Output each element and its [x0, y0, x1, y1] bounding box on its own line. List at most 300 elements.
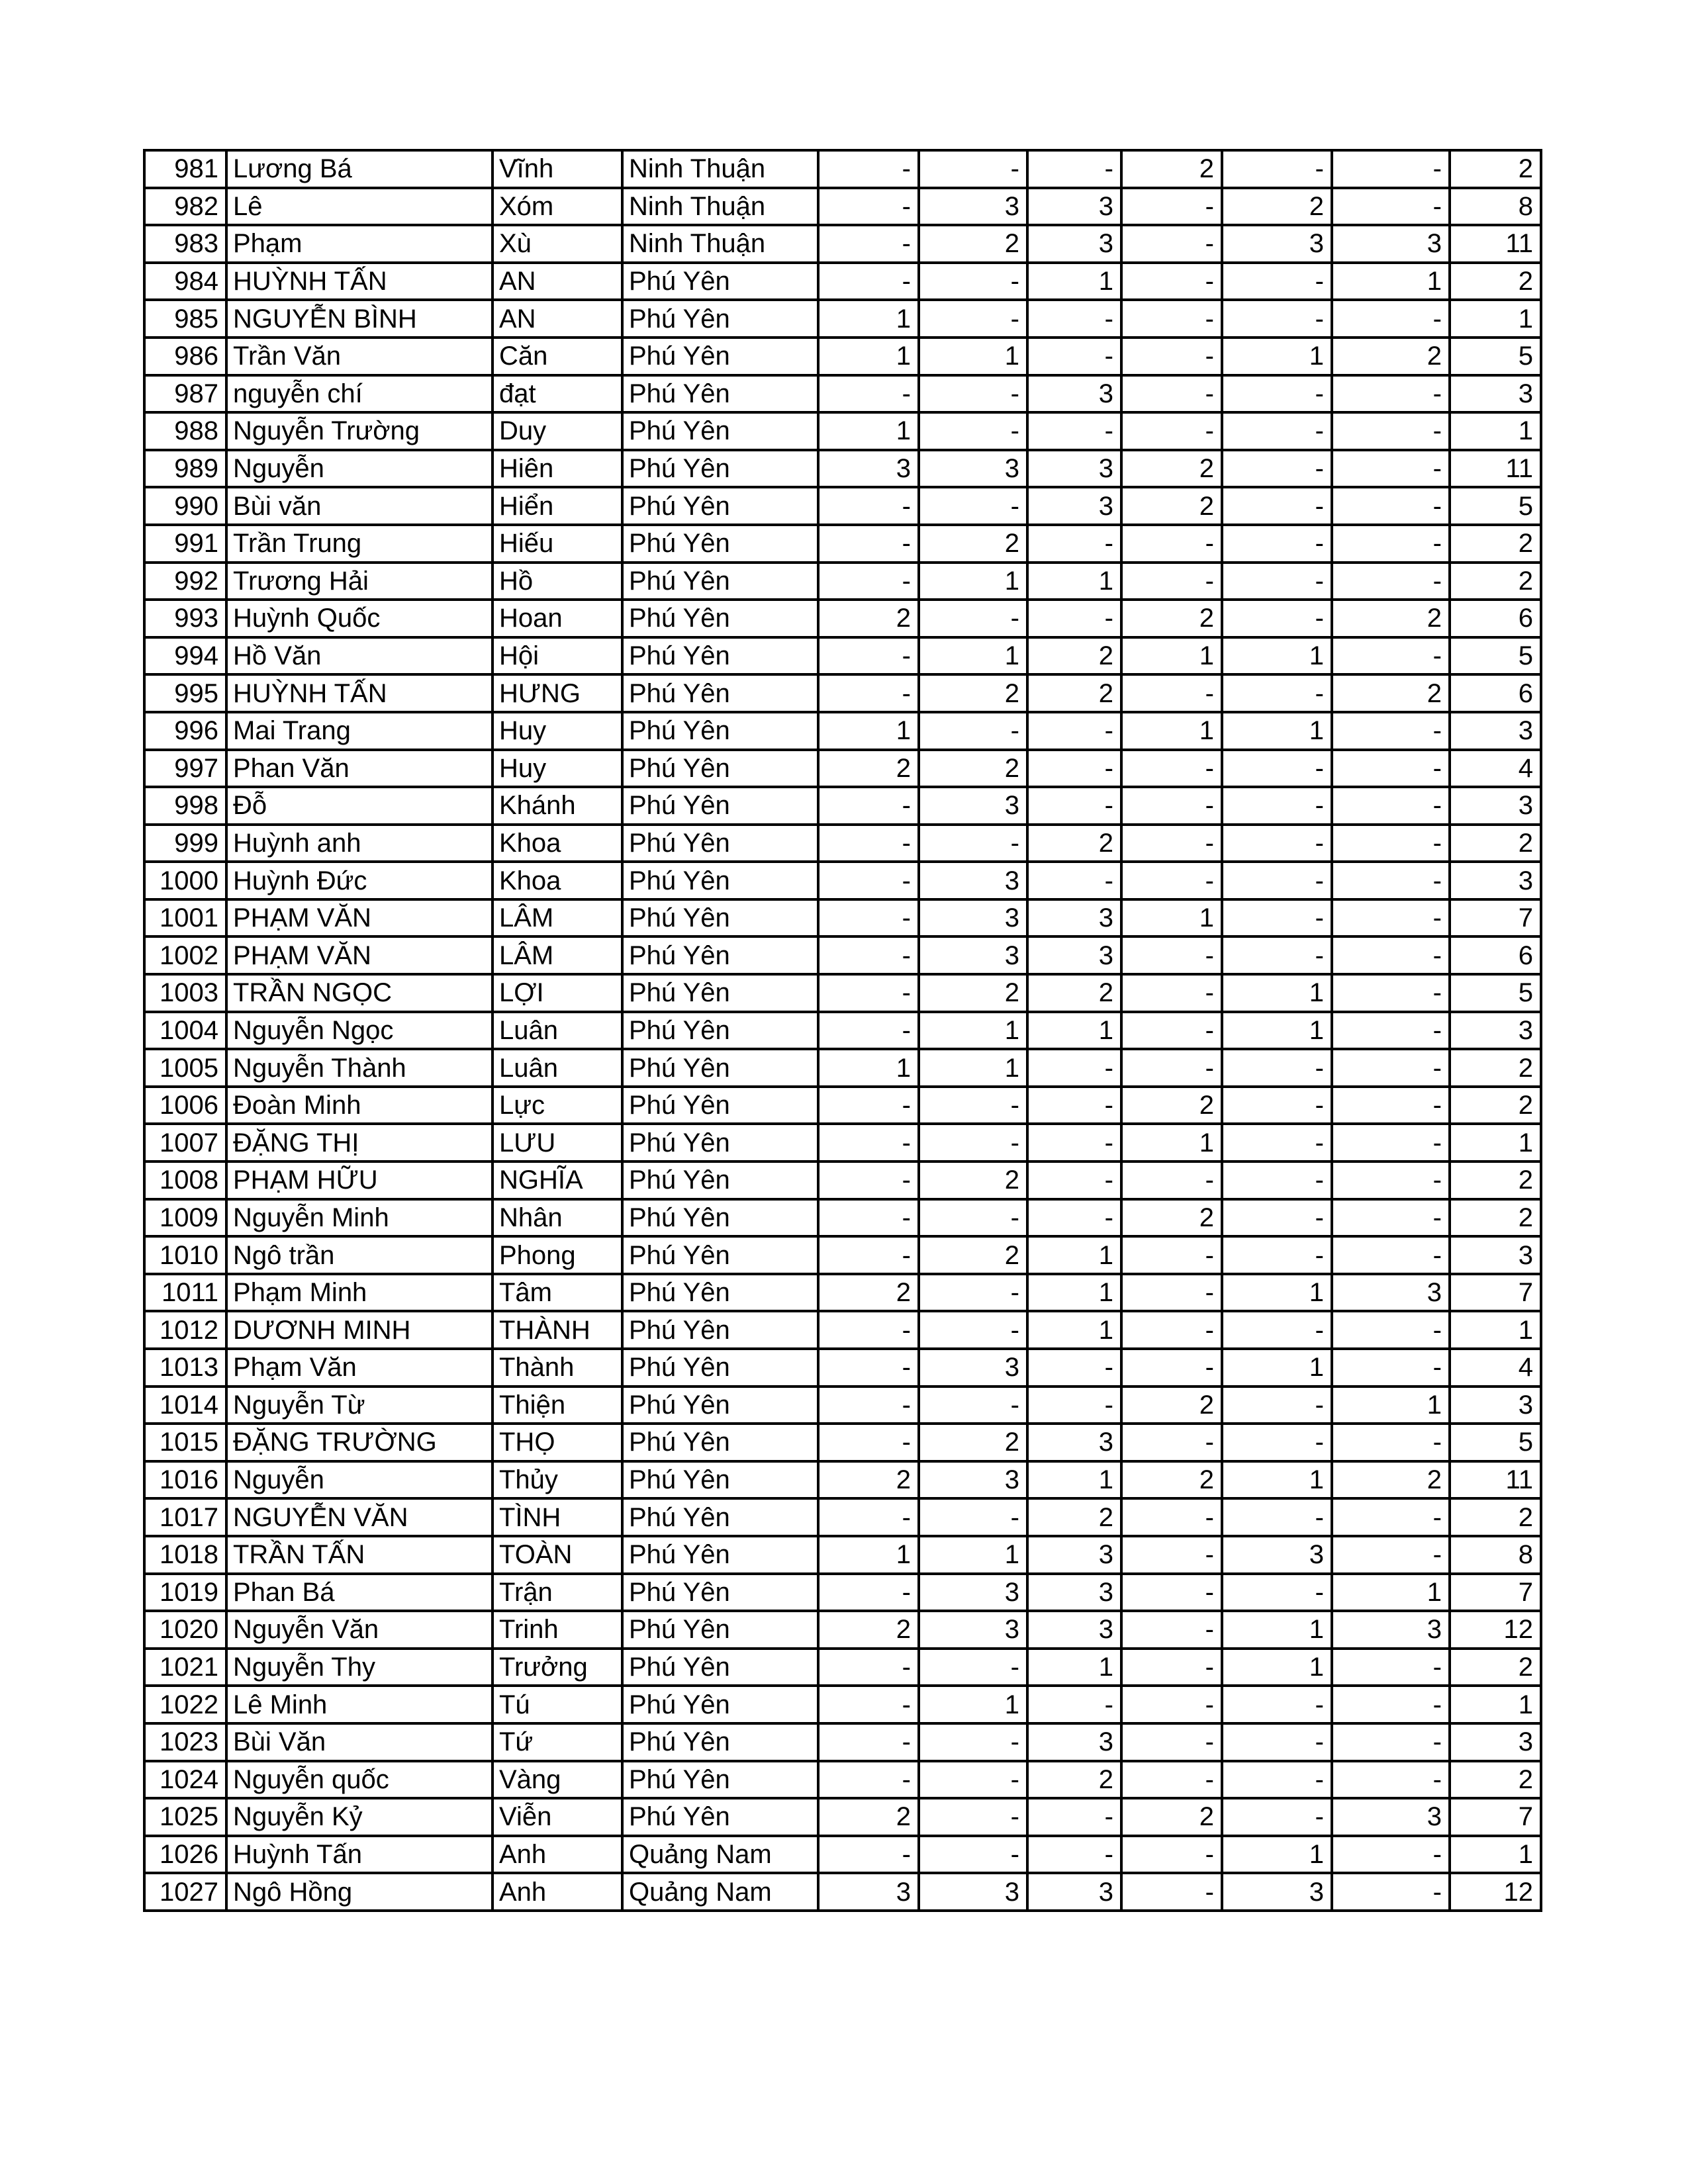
score-2-cell: 3: [919, 188, 1027, 226]
score-2-cell: 1: [919, 338, 1027, 375]
table-row: [144, 1873, 1541, 1911]
score-1-cell: -: [818, 225, 919, 263]
score-3-cell: 3: [1027, 936, 1121, 974]
score-4-cell: 2: [1121, 487, 1222, 525]
province-cell: Quảng Nam: [622, 1873, 818, 1911]
score-3-cell: 2: [1027, 674, 1121, 712]
score-4-cell: -: [1121, 1049, 1222, 1087]
total-cell: 5: [1450, 1424, 1541, 1461]
table-row: [144, 1574, 1541, 1612]
score-2-cell: -: [919, 375, 1027, 413]
score-6-cell: -: [1332, 1686, 1450, 1723]
total-cell: 2: [1450, 1199, 1541, 1237]
score-2-cell: 1: [919, 563, 1027, 600]
score-5-cell: -: [1222, 300, 1332, 338]
score-4-cell: -: [1121, 412, 1222, 450]
score-4-cell: -: [1121, 1424, 1222, 1461]
score-6-cell: -: [1332, 1012, 1450, 1050]
surname-cell: Nguyễn Từ: [226, 1387, 492, 1424]
row-number-cell: 994: [144, 637, 226, 675]
score-6-cell: -: [1332, 375, 1450, 413]
table-row: [144, 1536, 1541, 1574]
total-cell: 7: [1450, 899, 1541, 937]
score-4-cell: 2: [1121, 150, 1222, 188]
province-cell: Phú Yên: [622, 1649, 818, 1686]
row-number-cell: 1002: [144, 936, 226, 974]
row-number-cell: 983: [144, 225, 226, 263]
total-cell: 7: [1450, 1798, 1541, 1836]
score-2-cell: -: [919, 1087, 1027, 1124]
score-5-cell: -: [1222, 1498, 1332, 1536]
row-number-cell: 1026: [144, 1836, 226, 1874]
score-5-cell: -: [1222, 150, 1332, 188]
score-4-cell: -: [1121, 225, 1222, 263]
score-1-cell: -: [818, 1836, 919, 1874]
table-row: [144, 1424, 1541, 1461]
row-number-cell: 988: [144, 412, 226, 450]
score-5-cell: -: [1222, 674, 1332, 712]
row-number-cell: 1027: [144, 1873, 226, 1911]
table-row: [144, 712, 1541, 750]
row-number-cell: 1012: [144, 1311, 226, 1349]
score-2-cell: -: [919, 1798, 1027, 1836]
score-4-cell: -: [1121, 1311, 1222, 1349]
score-5-cell: 1: [1222, 1836, 1332, 1874]
score-4-cell: -: [1121, 750, 1222, 788]
row-number-cell: 1008: [144, 1161, 226, 1199]
score-5-cell: -: [1222, 375, 1332, 413]
total-cell: 6: [1450, 674, 1541, 712]
score-2-cell: 2: [919, 1424, 1027, 1461]
row-number-cell: 987: [144, 375, 226, 413]
score-2-cell: -: [919, 263, 1027, 300]
row-number-cell: 1019: [144, 1574, 226, 1612]
given-name-cell: Vàng: [492, 1761, 622, 1799]
surname-cell: ĐẶNG TRƯỜNG: [226, 1424, 492, 1461]
surname-cell: DƯƠNH MINH: [226, 1311, 492, 1349]
score-6-cell: -: [1332, 563, 1450, 600]
total-cell: 3: [1450, 375, 1541, 413]
score-2-cell: 3: [919, 1611, 1027, 1649]
province-cell: Phú Yên: [622, 862, 818, 899]
province-cell: Phú Yên: [622, 1087, 818, 1124]
given-name-cell: AN: [492, 300, 622, 338]
score-3-cell: 1: [1027, 1649, 1121, 1686]
row-number-cell: 984: [144, 263, 226, 300]
score-2-cell: -: [919, 1124, 1027, 1161]
score-5-cell: 1: [1222, 338, 1332, 375]
surname-cell: PHẠM VĂN: [226, 936, 492, 974]
score-4-cell: 1: [1121, 1124, 1222, 1161]
score-3-cell: 1: [1027, 1236, 1121, 1274]
total-cell: 5: [1450, 487, 1541, 525]
surname-cell: Huỳnh Quốc: [226, 600, 492, 637]
given-name-cell: Thủy: [492, 1461, 622, 1499]
score-6-cell: -: [1332, 1761, 1450, 1799]
score-2-cell: -: [919, 1311, 1027, 1349]
table-row: [144, 1311, 1541, 1349]
score-5-cell: -: [1222, 563, 1332, 600]
row-number-cell: 985: [144, 300, 226, 338]
province-cell: Phú Yên: [622, 450, 818, 488]
score-4-cell: 1: [1121, 637, 1222, 675]
given-name-cell: Duy: [492, 412, 622, 450]
province-cell: Phú Yên: [622, 1461, 818, 1499]
given-name-cell: Luân: [492, 1012, 622, 1050]
given-name-cell: Hồ: [492, 563, 622, 600]
row-number-cell: 1013: [144, 1349, 226, 1387]
score-1-cell: -: [818, 1649, 919, 1686]
score-3-cell: 2: [1027, 1498, 1121, 1536]
row-number-cell: 995: [144, 674, 226, 712]
score-4-cell: 2: [1121, 1087, 1222, 1124]
given-name-cell: Xóm: [492, 188, 622, 226]
score-1-cell: -: [818, 1199, 919, 1237]
surname-cell: Huỳnh anh: [226, 825, 492, 862]
score-1-cell: -: [818, 674, 919, 712]
score-5-cell: -: [1222, 1574, 1332, 1612]
score-1-cell: -: [818, 1236, 919, 1274]
total-cell: 5: [1450, 637, 1541, 675]
given-name-cell: Hội: [492, 637, 622, 675]
score-2-cell: 3: [919, 1873, 1027, 1911]
total-cell: 2: [1450, 150, 1541, 188]
score-5-cell: 3: [1222, 1536, 1332, 1574]
score-1-cell: -: [818, 263, 919, 300]
total-cell: 2: [1450, 1049, 1541, 1087]
score-1-cell: -: [818, 787, 919, 825]
row-number-cell: 981: [144, 150, 226, 188]
score-5-cell: -: [1222, 525, 1332, 563]
score-6-cell: -: [1332, 188, 1450, 226]
score-1-cell: 2: [818, 600, 919, 637]
row-number-cell: 992: [144, 563, 226, 600]
surname-cell: Nguyễn Ngọc: [226, 1012, 492, 1050]
score-5-cell: -: [1222, 1087, 1332, 1124]
surname-cell: TRẦN TẤN: [226, 1536, 492, 1574]
row-number-cell: 982: [144, 188, 226, 226]
score-1-cell: -: [818, 862, 919, 899]
given-name-cell: Vĩnh: [492, 150, 622, 188]
score-6-cell: -: [1332, 712, 1450, 750]
total-cell: 2: [1450, 263, 1541, 300]
score-3-cell: -: [1027, 525, 1121, 563]
province-cell: Ninh Thuận: [622, 225, 818, 263]
surname-cell: Phạm Minh: [226, 1274, 492, 1312]
table-row: [144, 300, 1541, 338]
score-2-cell: 2: [919, 1161, 1027, 1199]
surname-cell: Hồ Văn: [226, 637, 492, 675]
row-number-cell: 991: [144, 525, 226, 563]
score-4-cell: 2: [1121, 1387, 1222, 1424]
table-row: [144, 263, 1541, 300]
score-1-cell: 3: [818, 450, 919, 488]
table-row: [144, 375, 1541, 413]
total-cell: 1: [1450, 1124, 1541, 1161]
score-6-cell: -: [1332, 1873, 1450, 1911]
score-3-cell: 2: [1027, 825, 1121, 862]
table-row: [144, 1236, 1541, 1274]
total-cell: 3: [1450, 1387, 1541, 1424]
score-2-cell: -: [919, 600, 1027, 637]
score-6-cell: -: [1332, 1311, 1450, 1349]
row-number-cell: 1011: [144, 1274, 226, 1312]
province-cell: Quảng Nam: [622, 1836, 818, 1874]
given-name-cell: TOÀN: [492, 1536, 622, 1574]
province-cell: Phú Yên: [622, 936, 818, 974]
total-cell: 1: [1450, 300, 1541, 338]
given-name-cell: Tứ: [492, 1723, 622, 1761]
province-cell: Phú Yên: [622, 899, 818, 937]
row-number-cell: 1005: [144, 1049, 226, 1087]
score-2-cell: 2: [919, 525, 1027, 563]
score-5-cell: -: [1222, 1199, 1332, 1237]
given-name-cell: Tâm: [492, 1274, 622, 1312]
score-5-cell: -: [1222, 862, 1332, 899]
score-4-cell: -: [1121, 1723, 1222, 1761]
province-cell: Phú Yên: [622, 487, 818, 525]
score-6-cell: -: [1332, 1124, 1450, 1161]
province-cell: Phú Yên: [622, 1349, 818, 1387]
table-row: [144, 1798, 1541, 1836]
surname-cell: Huỳnh Đức: [226, 862, 492, 899]
table-row: [144, 1498, 1541, 1536]
row-number-cell: 999: [144, 825, 226, 862]
total-cell: 11: [1450, 1461, 1541, 1499]
score-5-cell: -: [1222, 1387, 1332, 1424]
province-cell: Phú Yên: [622, 674, 818, 712]
row-number-cell: 997: [144, 750, 226, 788]
score-4-cell: -: [1121, 674, 1222, 712]
score-1-cell: -: [818, 1574, 919, 1612]
province-cell: Phú Yên: [622, 825, 818, 862]
table-row: [144, 412, 1541, 450]
score-2-cell: -: [919, 1274, 1027, 1312]
score-6-cell: -: [1332, 412, 1450, 450]
surname-cell: Đoàn Minh: [226, 1087, 492, 1124]
table-row: [144, 1049, 1541, 1087]
province-cell: Phú Yên: [622, 1723, 818, 1761]
row-number-cell: 1021: [144, 1649, 226, 1686]
score-2-cell: -: [919, 1649, 1027, 1686]
given-name-cell: LỢI: [492, 974, 622, 1012]
score-5-cell: -: [1222, 750, 1332, 788]
score-6-cell: 2: [1332, 338, 1450, 375]
province-cell: Phú Yên: [622, 600, 818, 637]
score-6-cell: -: [1332, 862, 1450, 899]
score-1-cell: 3: [818, 1873, 919, 1911]
score-4-cell: -: [1121, 1536, 1222, 1574]
score-3-cell: 1: [1027, 1274, 1121, 1312]
score-6-cell: -: [1332, 637, 1450, 675]
score-6-cell: 1: [1332, 1574, 1450, 1612]
score-3-cell: -: [1027, 600, 1121, 637]
table-row: [144, 936, 1541, 974]
score-6-cell: -: [1332, 1498, 1450, 1536]
score-1-cell: 1: [818, 1049, 919, 1087]
score-5-cell: -: [1222, 899, 1332, 937]
score-5-cell: -: [1222, 1236, 1332, 1274]
score-6-cell: -: [1332, 1349, 1450, 1387]
surname-cell: Nguyễn Kỷ: [226, 1798, 492, 1836]
score-1-cell: 1: [818, 300, 919, 338]
table-row: [144, 1611, 1541, 1649]
score-3-cell: 1: [1027, 1311, 1121, 1349]
score-4-cell: -: [1121, 1574, 1222, 1612]
score-5-cell: -: [1222, 787, 1332, 825]
row-number-cell: 989: [144, 450, 226, 488]
given-name-cell: TÌNH: [492, 1498, 622, 1536]
score-1-cell: -: [818, 188, 919, 226]
score-3-cell: 1: [1027, 263, 1121, 300]
table-row: [144, 1649, 1541, 1686]
score-2-cell: -: [919, 712, 1027, 750]
table-row: [144, 1012, 1541, 1050]
score-5-cell: -: [1222, 487, 1332, 525]
surname-cell: Trần Văn: [226, 338, 492, 375]
score-6-cell: -: [1332, 1087, 1450, 1124]
score-3-cell: -: [1027, 1836, 1121, 1874]
total-cell: 5: [1450, 974, 1541, 1012]
score-4-cell: -: [1121, 1236, 1222, 1274]
score-6-cell: 3: [1332, 1798, 1450, 1836]
score-6-cell: -: [1332, 787, 1450, 825]
score-5-cell: 2: [1222, 188, 1332, 226]
score-1-cell: 2: [818, 1611, 919, 1649]
score-6-cell: -: [1332, 1049, 1450, 1087]
score-3-cell: 1: [1027, 1461, 1121, 1499]
row-number-cell: 990: [144, 487, 226, 525]
province-cell: Phú Yên: [622, 712, 818, 750]
score-5-cell: -: [1222, 1723, 1332, 1761]
score-3-cell: 3: [1027, 487, 1121, 525]
table-row: [144, 787, 1541, 825]
score-1-cell: -: [818, 637, 919, 675]
score-6-cell: 1: [1332, 1387, 1450, 1424]
score-4-cell: -: [1121, 1274, 1222, 1312]
total-cell: 11: [1450, 225, 1541, 263]
surname-cell: Lê Minh: [226, 1686, 492, 1723]
score-4-cell: -: [1121, 974, 1222, 1012]
surname-cell: NGUYỄN BÌNH: [226, 300, 492, 338]
score-4-cell: -: [1121, 1686, 1222, 1723]
score-6-cell: -: [1332, 750, 1450, 788]
score-6-cell: -: [1332, 1199, 1450, 1237]
score-4-cell: -: [1121, 188, 1222, 226]
province-cell: Ninh Thuận: [622, 188, 818, 226]
total-cell: 4: [1450, 1349, 1541, 1387]
surname-cell: nguyễn chí: [226, 375, 492, 413]
score-3-cell: 3: [1027, 899, 1121, 937]
score-2-cell: 2: [919, 750, 1027, 788]
province-cell: Phú Yên: [622, 1199, 818, 1237]
score-4-cell: -: [1121, 1836, 1222, 1874]
score-5-cell: 1: [1222, 1349, 1332, 1387]
given-name-cell: HƯNG: [492, 674, 622, 712]
score-1-cell: -: [818, 1311, 919, 1349]
province-cell: Phú Yên: [622, 1686, 818, 1723]
row-number-cell: 1025: [144, 1798, 226, 1836]
row-number-cell: 1001: [144, 899, 226, 937]
surname-cell: Bùi Văn: [226, 1723, 492, 1761]
table-row: [144, 825, 1541, 862]
score-4-cell: -: [1121, 1161, 1222, 1199]
score-5-cell: 3: [1222, 225, 1332, 263]
score-1-cell: -: [818, 974, 919, 1012]
score-4-cell: -: [1121, 1649, 1222, 1686]
row-number-cell: 1004: [144, 1012, 226, 1050]
given-name-cell: đạt: [492, 375, 622, 413]
total-cell: 4: [1450, 750, 1541, 788]
table-body: [144, 150, 1541, 1911]
score-6-cell: 2: [1332, 674, 1450, 712]
table-row: [144, 1723, 1541, 1761]
total-cell: 2: [1450, 1161, 1541, 1199]
score-1-cell: -: [818, 899, 919, 937]
total-cell: 2: [1450, 563, 1541, 600]
score-4-cell: -: [1121, 787, 1222, 825]
province-cell: Phú Yên: [622, 375, 818, 413]
surname-cell: Lê: [226, 188, 492, 226]
surname-cell: Đỗ: [226, 787, 492, 825]
score-3-cell: 3: [1027, 1536, 1121, 1574]
score-6-cell: -: [1332, 1536, 1450, 1574]
surname-cell: PHẠM VĂN: [226, 899, 492, 937]
table-row: [144, 1161, 1541, 1199]
surname-cell: Lương Bá: [226, 150, 492, 188]
given-name-cell: Trưởng: [492, 1649, 622, 1686]
score-6-cell: 3: [1332, 1274, 1450, 1312]
score-5-cell: -: [1222, 825, 1332, 862]
score-3-cell: -: [1027, 1798, 1121, 1836]
surname-cell: Phạm: [226, 225, 492, 263]
total-cell: 12: [1450, 1611, 1541, 1649]
given-name-cell: LÂM: [492, 899, 622, 937]
score-2-cell: -: [919, 1387, 1027, 1424]
score-5-cell: 1: [1222, 637, 1332, 675]
total-cell: 2: [1450, 1649, 1541, 1686]
province-cell: Phú Yên: [622, 1761, 818, 1799]
score-6-cell: -: [1332, 525, 1450, 563]
province-cell: Phú Yên: [622, 412, 818, 450]
score-6-cell: -: [1332, 300, 1450, 338]
row-number-cell: 1017: [144, 1498, 226, 1536]
score-2-cell: 1: [919, 1536, 1027, 1574]
score-3-cell: -: [1027, 787, 1121, 825]
score-5-cell: -: [1222, 1798, 1332, 1836]
row-number-cell: 1006: [144, 1087, 226, 1124]
score-2-cell: -: [919, 825, 1027, 862]
score-6-cell: 3: [1332, 1611, 1450, 1649]
province-cell: Phú Yên: [622, 1124, 818, 1161]
row-number-cell: 993: [144, 600, 226, 637]
score-3-cell: -: [1027, 1686, 1121, 1723]
surname-cell: Ngô Hồng: [226, 1873, 492, 1911]
score-3-cell: 1: [1027, 563, 1121, 600]
score-4-cell: -: [1121, 1611, 1222, 1649]
score-5-cell: -: [1222, 600, 1332, 637]
score-5-cell: 1: [1222, 974, 1332, 1012]
score-5-cell: 1: [1222, 712, 1332, 750]
surname-cell: TRẦN NGỌC: [226, 974, 492, 1012]
given-name-cell: Lực: [492, 1087, 622, 1124]
given-name-cell: Hoan: [492, 600, 622, 637]
score-6-cell: -: [1332, 150, 1450, 188]
score-3-cell: 3: [1027, 1723, 1121, 1761]
score-5-cell: -: [1222, 263, 1332, 300]
score-6-cell: -: [1332, 825, 1450, 862]
province-cell: Phú Yên: [622, 1536, 818, 1574]
